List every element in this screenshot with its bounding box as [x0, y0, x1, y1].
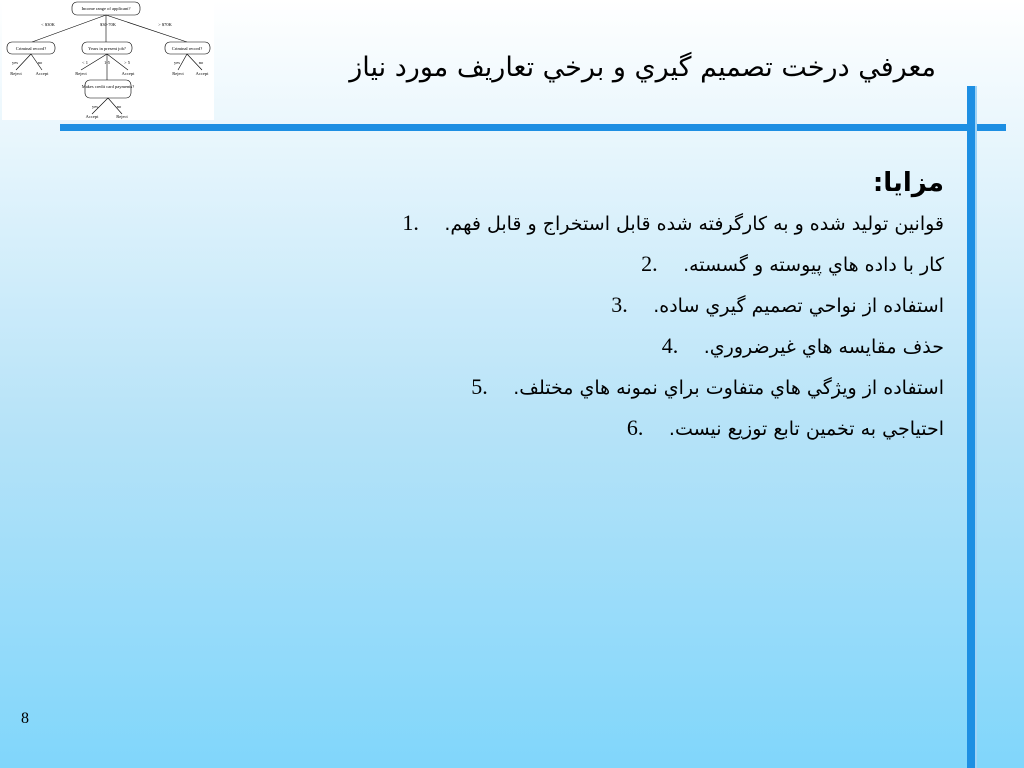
tree-leaf-accept: Accept	[35, 71, 49, 76]
list-item-text: حذف مقايسه هاي غيرضروري.	[703, 336, 944, 358]
list-item	[304, 292, 944, 333]
slide-body	[304, 168, 944, 456]
page-number: 8	[21, 710, 29, 727]
advantages-heading: مزايا:	[872, 168, 944, 198]
list-item-text: كار با داده هاي پيوسته و گسسته.	[683, 254, 944, 276]
tree-leaf-reject: Reject	[10, 71, 22, 76]
tree-no-label: no	[116, 104, 122, 109]
tree-leaf-accept: Accept	[85, 114, 99, 119]
title-divider	[60, 124, 1006, 131]
list-item-text: استفاده از ويژگي هاي متفاوت براي نمونه هاي مختلف.	[513, 377, 944, 399]
list-item-text: استفاده از نواحي تصميم گيري ساده.	[653, 295, 944, 317]
tree-no-label: no	[198, 60, 204, 65]
list-item-number: 1.	[402, 210, 419, 235]
tree-leaf-accept: Accept	[121, 71, 135, 76]
tree-branch-label: $30-70K	[100, 22, 116, 27]
list-item-number: 3.	[611, 292, 628, 317]
tree-leaf-accept: Accept	[195, 71, 209, 76]
list-item	[304, 210, 944, 251]
list-item	[304, 415, 944, 456]
tree-left-label: Criminal record?	[15, 46, 47, 51]
tree-middle-label: Years in present job?	[88, 46, 126, 51]
list-item-text: قوانين توليد شده و به كارگرفته شده قابل استخراج و قابل فهم.	[444, 213, 944, 235]
decision-tree-diagram	[2, 0, 214, 120]
vertical-divider	[967, 86, 975, 768]
tree-yes-label: yes	[92, 104, 98, 109]
slide-title: معرفي درخت تصميم گيري و برخي تعاريف مورد نياز	[349, 52, 936, 83]
tree-sub-node	[85, 80, 131, 98]
tree-branch-label: > 5	[124, 60, 130, 65]
tree-right-label: Criminal record?	[171, 46, 203, 51]
tree-branch-label: < $30K	[41, 22, 55, 27]
tree-yes-label: yes	[174, 60, 180, 65]
list-item-number: 5.	[471, 374, 488, 399]
vertical-divider-highlight	[975, 86, 977, 768]
list-item-number: 6.	[626, 415, 644, 440]
tree-branch-label: < 1	[82, 60, 88, 65]
list-item	[304, 251, 944, 292]
list-item-text: احتياجي به تخمين تابع توزيع نيست.	[668, 418, 944, 440]
tree-sub-label: Makes credit card payments?	[81, 84, 135, 89]
tree-root-label: Income range of applicant?	[81, 6, 131, 11]
decision-tree-thumbnail	[2, 0, 214, 120]
tree-no-label: no	[37, 60, 43, 65]
advantages-list	[304, 210, 944, 456]
tree-branch-label: > $70K	[158, 22, 172, 27]
tree-leaf-reject: Reject	[116, 114, 128, 119]
list-item	[304, 333, 944, 374]
tree-yes-label: yes	[12, 60, 18, 65]
list-item-number: 4.	[661, 333, 679, 358]
tree-leaf-reject: Reject	[75, 71, 87, 76]
tree-branch-label: 1-5	[104, 60, 110, 65]
list-item-number: 2.	[641, 251, 658, 276]
list-item	[304, 374, 944, 415]
tree-leaf-reject: Reject	[172, 71, 184, 76]
